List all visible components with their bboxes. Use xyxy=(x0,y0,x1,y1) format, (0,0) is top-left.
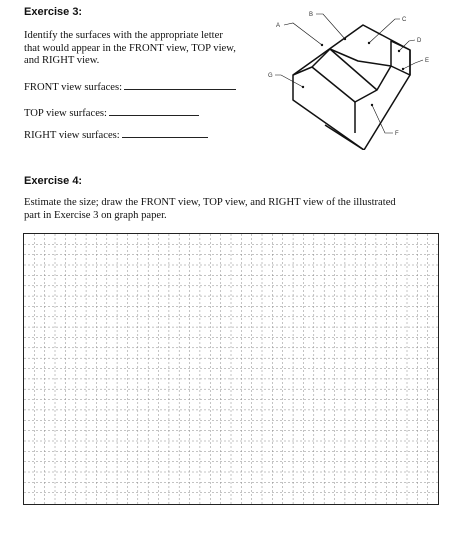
leader-a xyxy=(284,23,322,45)
graph-grid-lines xyxy=(24,234,438,504)
top-view-question xyxy=(24,106,199,119)
exercise-4-heading: Exercise 4: xyxy=(24,175,83,187)
instruction-line-3: and RIGHT view. xyxy=(24,55,100,66)
graph-paper[interactable] xyxy=(23,233,439,505)
slant-face-top xyxy=(312,49,391,67)
back-right-wall xyxy=(391,41,410,75)
slant-face-edge xyxy=(312,67,355,102)
bottom-front-edge xyxy=(325,125,364,150)
exercise-4-line-1: Estimate the size; draw the FRONT view, TOP view, and RIGHT view of the illustrated xyxy=(24,197,396,208)
outer-boundary xyxy=(293,25,410,150)
front-view-answer-blank[interactable] xyxy=(124,80,236,90)
slant-face-edge-2 xyxy=(330,49,377,90)
instruction-line-2: that would appear in the FRONT view, TOP view, xyxy=(24,42,236,54)
label-c: C xyxy=(402,17,407,23)
exercise-3-heading: Exercise 3: xyxy=(24,6,83,18)
label-a: A xyxy=(276,23,281,29)
step-edge xyxy=(355,66,391,102)
exercise-4-line-2: part in Exercise 3 on graph paper. xyxy=(24,209,167,221)
right-view-question xyxy=(24,128,208,141)
exercise-3-instructions xyxy=(24,30,264,68)
label-f: F xyxy=(395,131,399,137)
top-view-label: TOP view surfaces: xyxy=(24,108,107,119)
exercise-4-instructions xyxy=(24,197,454,222)
leader-b xyxy=(316,14,345,39)
leader-g xyxy=(275,75,303,87)
instruction-line-1: Identify the surfaces with the appropriate letter xyxy=(24,30,223,41)
right-view-answer-blank[interactable] xyxy=(122,128,208,138)
label-b: B xyxy=(309,12,314,18)
right-view-label: RIGHT view surfaces: xyxy=(24,130,120,141)
figure-labels xyxy=(268,12,429,137)
label-e: E xyxy=(425,58,430,64)
part-outline xyxy=(293,25,410,150)
top-view-answer-blank[interactable] xyxy=(109,106,199,116)
isometric-part-figure xyxy=(265,5,435,150)
front-view-question xyxy=(24,80,236,93)
label-g: G xyxy=(268,73,273,79)
label-d: D xyxy=(417,38,422,44)
front-view-label: FRONT view surfaces: xyxy=(24,82,123,93)
leader-e xyxy=(403,60,423,69)
